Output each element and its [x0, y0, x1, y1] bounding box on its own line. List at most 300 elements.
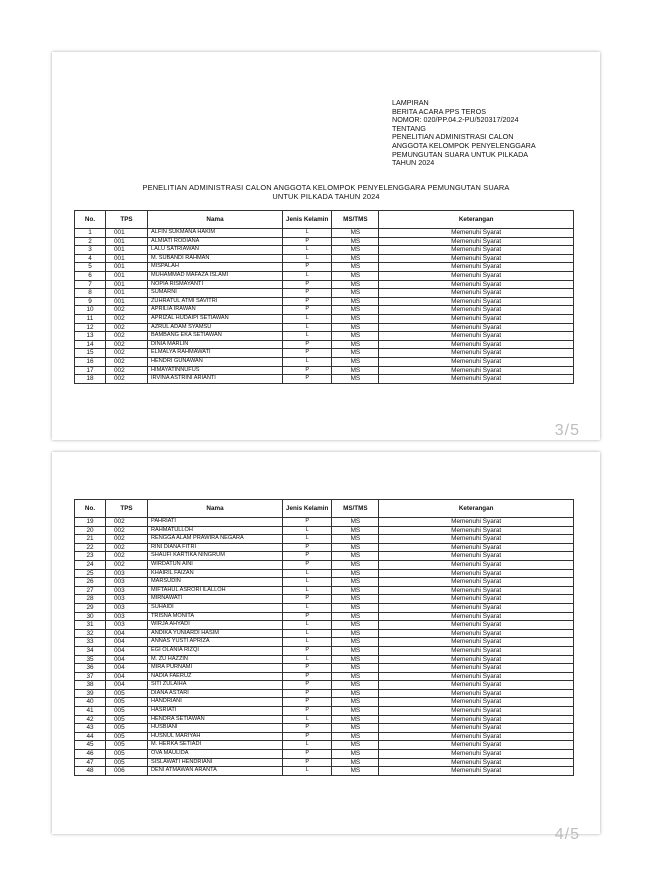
table-row — [75, 237, 574, 246]
row-nama: MUHAMMAD MAFAZA ISLAMI — [148, 271, 283, 280]
row-jenis-kelamin: P — [283, 612, 332, 621]
row-no: 39 — [75, 689, 106, 698]
row-no: 44 — [75, 732, 106, 741]
row-no: 16 — [75, 357, 106, 366]
row-no: 23 — [75, 552, 106, 561]
row-keterangan: Memenuhi Syarat — [379, 664, 574, 673]
row-jenis-kelamin: P — [283, 297, 332, 306]
row-jenis-kelamin: L — [283, 638, 332, 647]
table-body — [75, 518, 574, 776]
table-row — [75, 672, 574, 681]
row-tps: 005 — [106, 724, 148, 733]
row-tps: 006 — [106, 767, 148, 776]
row-no: 47 — [75, 758, 106, 767]
row-nama: DIANA ASTARI — [148, 689, 283, 698]
row-keterangan: Memenuhi Syarat — [379, 629, 574, 638]
row-nama: WIRJA AHYADI — [148, 621, 283, 630]
col-no: No. — [75, 211, 106, 229]
row-keterangan: Memenuhi Syarat — [379, 560, 574, 569]
row-tps: 002 — [106, 518, 148, 527]
row-ms-tms: MS — [332, 698, 379, 707]
row-ms-tms: MS — [332, 297, 379, 306]
row-tps: 002 — [106, 535, 148, 544]
row-jenis-kelamin: P — [283, 375, 332, 384]
row-no: 20 — [75, 526, 106, 535]
row-jenis-kelamin: P — [283, 543, 332, 552]
table-row — [75, 629, 574, 638]
row-keterangan: Memenuhi Syarat — [379, 741, 574, 750]
row-tps: 005 — [106, 698, 148, 707]
row-no: 24 — [75, 560, 106, 569]
row-tps: 003 — [106, 621, 148, 630]
row-keterangan: Memenuhi Syarat — [379, 263, 574, 272]
row-tps: 004 — [106, 629, 148, 638]
table-row — [75, 689, 574, 698]
row-jenis-kelamin: P — [283, 646, 332, 655]
row-nama: NADIA FAERUZ — [148, 672, 283, 681]
row-keterangan: Memenuhi Syarat — [379, 689, 574, 698]
row-jenis-kelamin: L — [283, 246, 332, 255]
row-keterangan: Memenuhi Syarat — [379, 758, 574, 767]
row-jenis-kelamin: L — [283, 332, 332, 341]
row-keterangan: Memenuhi Syarat — [379, 569, 574, 578]
row-no: 12 — [75, 323, 106, 332]
row-tps: 001 — [106, 246, 148, 255]
table-row — [75, 560, 574, 569]
row-jenis-kelamin: P — [283, 664, 332, 673]
row-nama: MIRNAWATI — [148, 595, 283, 604]
row-no: 35 — [75, 655, 106, 664]
row-tps: 003 — [106, 569, 148, 578]
row-ms-tms: MS — [332, 707, 379, 716]
title-line-2: UNTUK PILKADA TAHUN 2024 — [272, 192, 380, 201]
row-keterangan: Memenuhi Syarat — [379, 595, 574, 604]
col-no: No. — [75, 500, 106, 518]
row-no: 37 — [75, 672, 106, 681]
table-row — [75, 732, 574, 741]
row-nama: KHAIRIL FAIZAN — [148, 569, 283, 578]
row-ms-tms: MS — [332, 758, 379, 767]
row-tps: 002 — [106, 526, 148, 535]
table-row — [75, 306, 574, 315]
row-keterangan: Memenuhi Syarat — [379, 340, 574, 349]
row-nama: SISLAWATI HENDRIANI — [148, 758, 283, 767]
row-nama: IRVINA ASTRINI ARIANTI — [148, 375, 283, 384]
table-row — [75, 612, 574, 621]
row-tps: 001 — [106, 289, 148, 298]
row-nama: RINI DIANA FITRI — [148, 543, 283, 552]
row-no: 46 — [75, 750, 106, 759]
row-keterangan: Memenuhi Syarat — [379, 578, 574, 587]
row-tps: 003 — [106, 578, 148, 587]
row-jenis-kelamin: L — [283, 535, 332, 544]
row-jenis-kelamin: P — [283, 349, 332, 358]
row-ms-tms: MS — [332, 543, 379, 552]
row-no: 11 — [75, 314, 106, 323]
row-keterangan: Memenuhi Syarat — [379, 246, 574, 255]
row-keterangan: Memenuhi Syarat — [379, 535, 574, 544]
row-ms-tms: MS — [332, 526, 379, 535]
row-nama: ALMIATI RODIANA — [148, 237, 283, 246]
row-no: 34 — [75, 646, 106, 655]
row-nama: LALU SATRIAWAN — [148, 246, 283, 255]
row-nama: MIRA PURNAMI — [148, 664, 283, 673]
row-jenis-kelamin: P — [283, 263, 332, 272]
row-ms-tms: MS — [332, 603, 379, 612]
row-tps: 005 — [106, 732, 148, 741]
row-nama: ANNAS YUSTI APRIZA — [148, 638, 283, 647]
row-no: 38 — [75, 681, 106, 690]
row-no: 31 — [75, 621, 106, 630]
col-tps: TPS — [106, 500, 148, 518]
row-jenis-kelamin: P — [283, 750, 332, 759]
row-keterangan: Memenuhi Syarat — [379, 375, 574, 384]
row-jenis-kelamin: L — [283, 229, 332, 238]
row-ms-tms: MS — [332, 664, 379, 673]
row-keterangan: Memenuhi Syarat — [379, 767, 574, 776]
row-ms-tms: MS — [332, 314, 379, 323]
row-nama: HENDRA SETIAWAN — [148, 715, 283, 724]
row-jenis-kelamin: P — [283, 758, 332, 767]
row-tps: 002 — [106, 375, 148, 384]
row-no: 3 — [75, 246, 106, 255]
title-line-1: PENELITIAN ADMINISTRASI CALON ANGGOTA KELOMPOK PENYELENGGARA PEMUNGUTAN SUARA — [142, 183, 510, 192]
row-keterangan: Memenuhi Syarat — [379, 314, 574, 323]
col-tps: TPS — [106, 211, 148, 229]
row-ms-tms: MS — [332, 518, 379, 527]
row-jenis-kelamin: P — [283, 552, 332, 561]
row-no: 19 — [75, 518, 106, 527]
table-row — [75, 526, 574, 535]
row-ms-tms: MS — [332, 357, 379, 366]
row-ms-tms: MS — [332, 289, 379, 298]
row-jenis-kelamin: L — [283, 254, 332, 263]
row-tps: 001 — [106, 254, 148, 263]
col-keterangan: Keterangan — [379, 500, 574, 518]
row-keterangan: Memenuhi Syarat — [379, 724, 574, 733]
table-row — [75, 621, 574, 630]
row-ms-tms: MS — [332, 246, 379, 255]
row-no: 2 — [75, 237, 106, 246]
row-jenis-kelamin: P — [283, 698, 332, 707]
table-row — [75, 586, 574, 595]
row-keterangan: Memenuhi Syarat — [379, 655, 574, 664]
row-tps: 001 — [106, 229, 148, 238]
table-row — [75, 664, 574, 673]
row-keterangan: Memenuhi Syarat — [379, 732, 574, 741]
row-jenis-kelamin: L — [283, 767, 332, 776]
row-ms-tms: MS — [332, 535, 379, 544]
row-ms-tms: MS — [332, 621, 379, 630]
row-no: 1 — [75, 229, 106, 238]
row-no: 9 — [75, 297, 106, 306]
row-tps: 003 — [106, 603, 148, 612]
table-row — [75, 741, 574, 750]
row-nama: HANDRIANI — [148, 698, 283, 707]
row-no: 30 — [75, 612, 106, 621]
row-ms-tms: MS — [332, 271, 379, 280]
row-tps: 001 — [106, 297, 148, 306]
table-row — [75, 578, 574, 587]
row-keterangan: Memenuhi Syarat — [379, 366, 574, 375]
row-ms-tms: MS — [332, 646, 379, 655]
row-tps: 004 — [106, 655, 148, 664]
row-ms-tms: MS — [332, 349, 379, 358]
table-row — [75, 263, 574, 272]
row-ms-tms: MS — [332, 689, 379, 698]
row-tps: 003 — [106, 612, 148, 621]
row-nama: MIFTAHUL ASRORI ILALLOH — [148, 586, 283, 595]
row-jenis-kelamin: P — [283, 672, 332, 681]
row-nama: SHAUFI KARTIKA NINGRUM — [148, 552, 283, 561]
row-no: 48 — [75, 767, 106, 776]
row-keterangan: Memenuhi Syarat — [379, 750, 574, 759]
table-row — [75, 254, 574, 263]
col-jenis-kelamin: Jenis Kelamin — [283, 500, 332, 518]
row-ms-tms: MS — [332, 681, 379, 690]
row-ms-tms: MS — [332, 578, 379, 587]
row-jenis-kelamin: P — [283, 237, 332, 246]
row-jenis-kelamin: L — [283, 569, 332, 578]
row-jenis-kelamin: L — [283, 603, 332, 612]
row-ms-tms: MS — [332, 332, 379, 341]
row-no: 17 — [75, 366, 106, 375]
row-tps: 001 — [106, 237, 148, 246]
row-no: 29 — [75, 603, 106, 612]
table-row — [75, 707, 574, 716]
row-nama: SUHAIDI — [148, 603, 283, 612]
row-jenis-kelamin: L — [283, 715, 332, 724]
row-jenis-kelamin: P — [283, 340, 332, 349]
row-keterangan: Memenuhi Syarat — [379, 237, 574, 246]
table-row — [75, 758, 574, 767]
row-jenis-kelamin: L — [283, 526, 332, 535]
row-keterangan: Memenuhi Syarat — [379, 297, 574, 306]
row-nama: HUSNUL MARIYAH — [148, 732, 283, 741]
row-no: 26 — [75, 578, 106, 587]
table-row — [75, 646, 574, 655]
row-keterangan: Memenuhi Syarat — [379, 603, 574, 612]
row-keterangan: Memenuhi Syarat — [379, 586, 574, 595]
row-nama: AZRUL ADAM SYAMSU — [148, 323, 283, 332]
table-row — [75, 535, 574, 544]
row-nama: RAHMATULLOH — [148, 526, 283, 535]
table-row — [75, 314, 574, 323]
row-ms-tms: MS — [332, 586, 379, 595]
row-nama: MARSUDIN — [148, 578, 283, 587]
row-keterangan: Memenuhi Syarat — [379, 289, 574, 298]
row-no: 41 — [75, 707, 106, 716]
row-ms-tms: MS — [332, 560, 379, 569]
row-keterangan: Memenuhi Syarat — [379, 526, 574, 535]
row-jenis-kelamin: L — [283, 586, 332, 595]
row-nama: M. SUBANDI RAHMAN — [148, 254, 283, 263]
row-jenis-kelamin: P — [283, 707, 332, 716]
row-ms-tms: MS — [332, 767, 379, 776]
row-tps: 002 — [106, 366, 148, 375]
table-row — [75, 375, 574, 384]
table-row — [75, 297, 574, 306]
row-tps: 002 — [106, 552, 148, 561]
row-no: 43 — [75, 724, 106, 733]
row-jenis-kelamin: P — [283, 518, 332, 527]
table-row — [75, 289, 574, 298]
table-row — [75, 323, 574, 332]
row-nama: APRILIA IRAWAN — [148, 306, 283, 315]
row-ms-tms: MS — [332, 375, 379, 384]
row-ms-tms: MS — [332, 552, 379, 561]
row-ms-tms: MS — [332, 750, 379, 759]
col-keterangan: Keterangan — [379, 211, 574, 229]
row-nama: ELMALYA RAHMAWATI — [148, 349, 283, 358]
row-jenis-kelamin: P — [283, 306, 332, 315]
row-no: 33 — [75, 638, 106, 647]
row-tps: 002 — [106, 357, 148, 366]
row-no: 14 — [75, 340, 106, 349]
row-ms-tms: MS — [332, 672, 379, 681]
row-no: 25 — [75, 569, 106, 578]
row-tps: 005 — [106, 758, 148, 767]
row-nama: HENDRI GUNAWAN — [148, 357, 283, 366]
table-row — [75, 681, 574, 690]
row-ms-tms: MS — [332, 638, 379, 647]
table-row — [75, 340, 574, 349]
row-keterangan: Memenuhi Syarat — [379, 715, 574, 724]
row-tps: 003 — [106, 595, 148, 604]
row-keterangan: Memenuhi Syarat — [379, 349, 574, 358]
table-row — [75, 767, 574, 776]
row-nama: RENGGA ALAM PRAWIRA NEGARA — [148, 535, 283, 544]
row-nama: EGI OLANIA RIZQI — [148, 646, 283, 655]
col-ms-tms: MS/TMS — [332, 211, 379, 229]
row-nama: SITI ZULAIHA — [148, 681, 283, 690]
row-jenis-kelamin: L — [283, 741, 332, 750]
row-jenis-kelamin: P — [283, 280, 332, 289]
table-row — [75, 715, 574, 724]
row-keterangan: Memenuhi Syarat — [379, 552, 574, 561]
row-tps: 004 — [106, 681, 148, 690]
table-row — [75, 349, 574, 358]
row-no: 36 — [75, 664, 106, 673]
row-nama: ZUHRATUL ATMI SAVITRI — [148, 297, 283, 306]
row-tps: 001 — [106, 271, 148, 280]
row-ms-tms: MS — [332, 229, 379, 238]
row-jenis-kelamin: L — [283, 621, 332, 630]
row-no: 5 — [75, 263, 106, 272]
row-keterangan: Memenuhi Syarat — [379, 646, 574, 655]
row-keterangan: Memenuhi Syarat — [379, 681, 574, 690]
row-tps: 005 — [106, 750, 148, 759]
table-row — [75, 271, 574, 280]
row-keterangan: Memenuhi Syarat — [379, 323, 574, 332]
row-jenis-kelamin: P — [283, 289, 332, 298]
row-jenis-kelamin: P — [283, 595, 332, 604]
row-tps: 005 — [106, 741, 148, 750]
row-no: 32 — [75, 629, 106, 638]
row-nama: M. HERKA SETIADI — [148, 741, 283, 750]
table-row — [75, 366, 574, 375]
table-row — [75, 246, 574, 255]
row-no: 7 — [75, 280, 106, 289]
row-tps: 004 — [106, 638, 148, 647]
row-no: 21 — [75, 535, 106, 544]
page-number: 3/5 — [554, 422, 580, 439]
row-tps: 002 — [106, 349, 148, 358]
row-ms-tms: MS — [332, 655, 379, 664]
table-row — [75, 357, 574, 366]
row-jenis-kelamin: L — [283, 578, 332, 587]
table-row — [75, 518, 574, 527]
table-header-row — [75, 211, 574, 229]
col-jenis-kelamin: Jenis Kelamin — [283, 211, 332, 229]
row-jenis-kelamin: L — [283, 271, 332, 280]
col-nama: Nama — [148, 211, 283, 229]
row-tps: 002 — [106, 560, 148, 569]
row-tps: 005 — [106, 689, 148, 698]
table-row — [75, 603, 574, 612]
row-keterangan: Memenuhi Syarat — [379, 229, 574, 238]
row-tps: 004 — [106, 672, 148, 681]
document-page-3 — [52, 52, 600, 440]
row-jenis-kelamin: P — [283, 732, 332, 741]
row-tps: 002 — [106, 314, 148, 323]
row-ms-tms: MS — [332, 629, 379, 638]
row-keterangan: Memenuhi Syarat — [379, 638, 574, 647]
candidate-table-page-3 — [74, 210, 574, 384]
row-ms-tms: MS — [332, 237, 379, 246]
row-tps: 003 — [106, 586, 148, 595]
row-keterangan: Memenuhi Syarat — [379, 612, 574, 621]
row-jenis-kelamin: L — [283, 323, 332, 332]
row-tps: 001 — [106, 263, 148, 272]
row-keterangan: Memenuhi Syarat — [379, 543, 574, 552]
row-ms-tms: MS — [332, 280, 379, 289]
row-ms-tms: MS — [332, 612, 379, 621]
row-no: 10 — [75, 306, 106, 315]
table-row — [75, 655, 574, 664]
row-keterangan: Memenuhi Syarat — [379, 357, 574, 366]
row-nama: WIRDATUN AINI — [148, 560, 283, 569]
row-nama: TRISNA MONITA — [148, 612, 283, 621]
row-keterangan: Memenuhi Syarat — [379, 518, 574, 527]
row-ms-tms: MS — [332, 323, 379, 332]
row-nama: SUMARNI — [148, 289, 283, 298]
row-keterangan: Memenuhi Syarat — [379, 280, 574, 289]
table-row — [75, 724, 574, 733]
row-nama: APRIZAL HUDAIPI SETIAWAN — [148, 314, 283, 323]
table-row — [75, 638, 574, 647]
document-page-4 — [52, 452, 600, 843]
table-header-row — [75, 500, 574, 518]
row-nama: ANDIKA YUNIARDI HASIM — [148, 629, 283, 638]
row-ms-tms: MS — [332, 306, 379, 315]
row-ms-tms: MS — [332, 724, 379, 733]
row-keterangan: Memenuhi Syarat — [379, 698, 574, 707]
table-row — [75, 280, 574, 289]
row-ms-tms: MS — [332, 732, 379, 741]
row-ms-tms: MS — [332, 254, 379, 263]
row-tps: 004 — [106, 646, 148, 655]
row-ms-tms: MS — [332, 715, 379, 724]
row-jenis-kelamin: L — [283, 629, 332, 638]
row-tps: 005 — [106, 715, 148, 724]
row-tps: 002 — [106, 306, 148, 315]
row-jenis-kelamin: P — [283, 681, 332, 690]
row-keterangan: Memenuhi Syarat — [379, 254, 574, 263]
document-title — [52, 183, 600, 201]
row-no: 13 — [75, 332, 106, 341]
row-nama: NOPIA RISMAYANTI — [148, 280, 283, 289]
